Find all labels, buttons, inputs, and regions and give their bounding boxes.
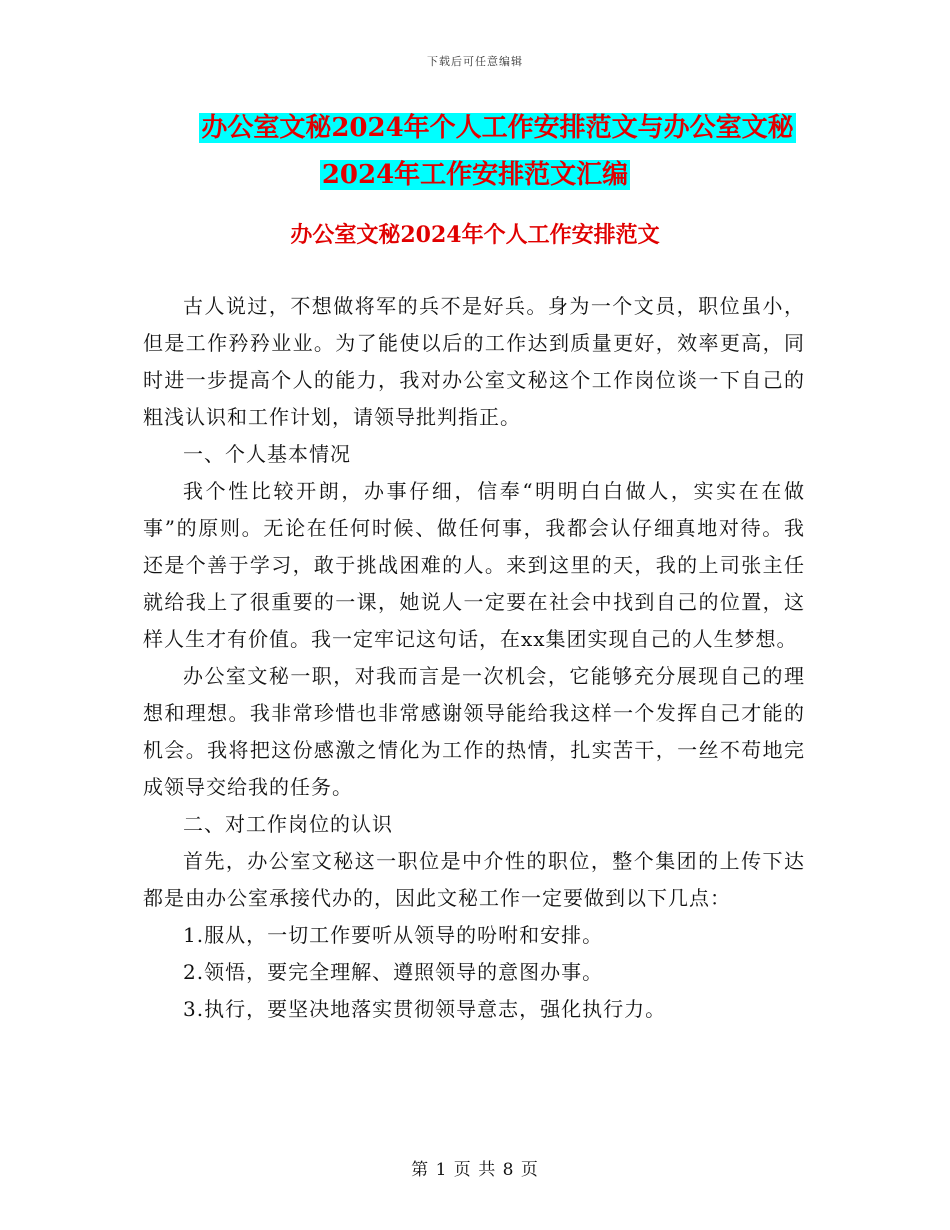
list-item-execute: 3.执行，要坚决地落实贯彻领导意志，强化执行力。 — [183, 997, 667, 1021]
body-text — [143, 288, 805, 1028]
header-note: 下载后可任意编辑 — [427, 55, 523, 68]
paragraph-intro: 古人说过，不想做将军的兵不是好兵。身为一个文员，职位虽小，但是工作矜矜业业。为了能使以后的工作达到质量更好，效率更高，同时进一步提高个人的能力，我对办公室文秘这个工作岗位谈一下自己的粗浅认识和工作计划，请领导批判指正。 — [143, 294, 805, 429]
paragraph-personality: 我个性比较开朗，办事仔细，信奉“明明白白做人，实实在在做事”的原则。无论在任何时候、做任何事，我都会认仔细真地对待。我还是个善于学习，敢于挑战困难的人。来到这里的天，我的上司张主任就给我上了很重要的一课，她说人一定要在社会中找到自己的位置，这样人生才有价值。我一定牢记这句话，在xx集团实现自己的人生梦想。 — [143, 479, 805, 651]
list-item-comprehend: 2.领悟，要完全理解、遵照领导的意图办事。 — [183, 960, 604, 984]
list-item-obey: 1.服从，一切工作要听从领导的吩咐和安排。 — [183, 923, 604, 947]
heading-personal-info: 一、个人基本情况 — [183, 442, 351, 466]
document-title-text-1: 办公室文秘2024年个人工作安排范文与办公室文秘 — [201, 113, 794, 143]
document-title-text-2: 2024年工作安排范文汇编 — [321, 160, 629, 190]
heading-job-understanding: 二、对工作岗位的认识 — [183, 812, 393, 836]
page-number-footer: 第 1 页 共 8 页 — [411, 1160, 539, 1180]
paragraph-opportunity: 办公室文秘一职，对我而言是一次机会，它能够充分展现自己的理想和理想。我非常珍惜也非常感谢领导能给我这样一个发挥自己才能的机会。我将把这份感激之情化为工作的热情，扎实苦干，一丝不苟地完成领导交给我的任务。 — [143, 664, 805, 799]
document-title-line-2 — [0, 155, 950, 195]
document-title-line-1 — [0, 108, 950, 148]
paragraph-first: 首先，办公室文秘这一职位是中介性的职位，整个集团的上传下达都是由办公室承接代办的，因此文秘工作一定要做到以下几点： — [143, 849, 805, 910]
section-title: 办公室文秘2024年个人工作安排范文 — [290, 222, 660, 248]
